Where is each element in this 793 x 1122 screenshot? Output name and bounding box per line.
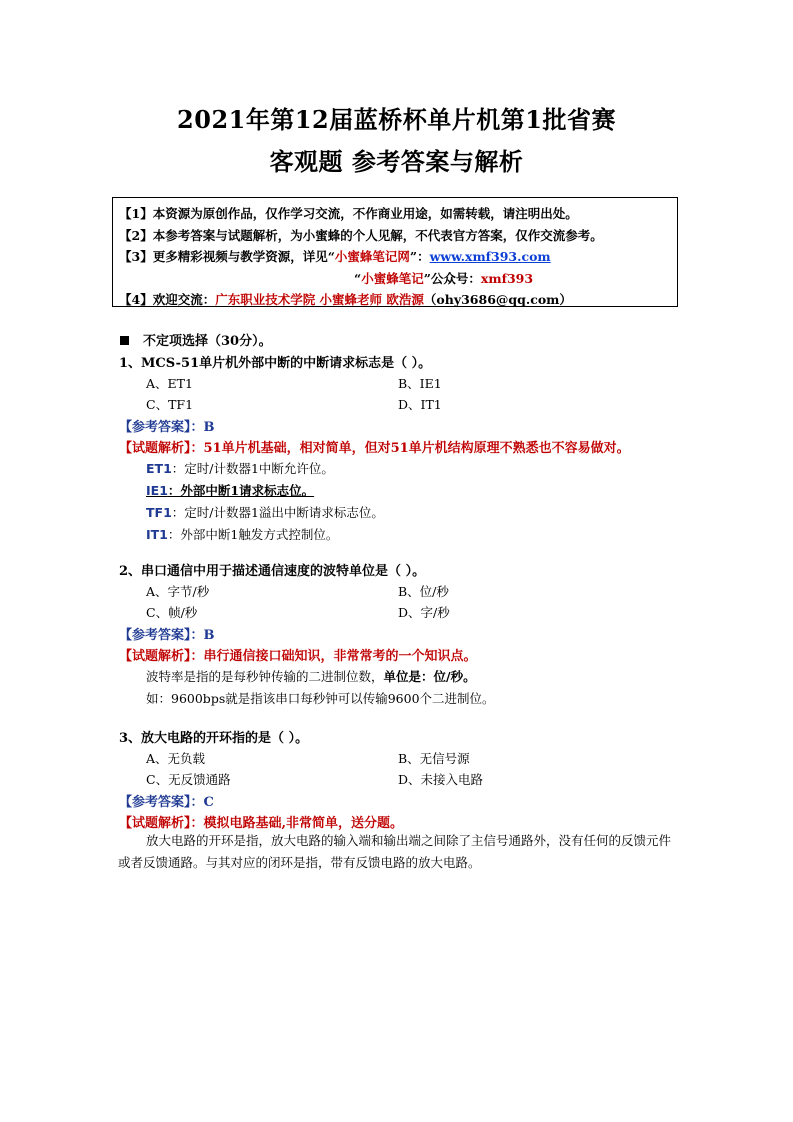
page-subtitle: 客观题 参考答案与解析 <box>269 147 524 176</box>
q1-answer: 【参考答案】：B <box>119 420 215 435</box>
wechat-label: ”公众号： <box>423 270 481 286</box>
notice-line-2: 【2】本参考答案与试题解析，为小蜜蜂的个人见解，不代表官方答案，仅作交流参考。 <box>119 227 603 243</box>
q1-explain-3-key: TF1 <box>146 505 172 520</box>
q1-explain-4-value: ：外部中断1触发方式控制位。 <box>167 527 339 542</box>
quote-open: “ <box>354 270 362 286</box>
q3-option-c: C、无反馈通路 <box>146 772 231 787</box>
q2-option-b: B、位/秒 <box>398 584 449 599</box>
q2-stem: 2、串口通信中用于描述通信速度的波特单位是（ ）。 <box>119 564 426 579</box>
notice-line-4 <box>119 268 677 290</box>
q2-explain-1-unit: 单位是：位/秒。 <box>383 669 476 684</box>
contact-email: （ohy3686@qq.com） <box>423 292 572 307</box>
q1-explain-2-value: ：外部中断1请求标志位。 <box>167 483 315 498</box>
contact-author: 广东职业技术学院 小蜜蜂老师 欧浩源 <box>215 292 424 307</box>
wechat-id: xmf393 <box>480 270 534 286</box>
q3-option-d: D、未接入电路 <box>398 772 484 787</box>
q1-explain-1-value: ：定时/计数器1中断允许位。 <box>171 461 334 476</box>
q1-explain-2-key: IE1 <box>146 483 168 498</box>
q2-option-c: C、帧/秒 <box>146 605 198 620</box>
square-bullet-icon <box>120 336 129 345</box>
notice-line-3-colon: ”： <box>409 249 430 264</box>
q1-explain-4-key: IT1 <box>146 527 168 542</box>
q3-answer: 【参考答案】：C <box>119 795 214 810</box>
q2-explain-1 <box>146 667 476 685</box>
website-link[interactable]: www.xmf393.com <box>429 249 551 264</box>
notice-box <box>112 197 678 307</box>
notice-line-1: 【1】本资源为原创作品，仅作学习交流，不作商业用途，如需转载，请注明出处。 <box>119 206 578 221</box>
q1-explain-1-key: ET1 <box>146 461 172 476</box>
q2-analysis: 【试题解析】：串行通信接口础知识，非常常考的一个知识点。 <box>119 649 477 664</box>
q1-explain-3 <box>146 503 384 521</box>
notice-line-3 <box>119 246 677 268</box>
q1-explain-1 <box>146 459 334 477</box>
q1-analysis: 【试题解析】：51单片机基础，相对简单，但对51单片机结构原理不熟悉也不容易做对。 <box>119 441 630 456</box>
contact-prefix: 【4】欢迎交流： <box>119 292 216 307</box>
q1-explain-4 <box>146 525 338 543</box>
notice-line-5 <box>119 289 677 311</box>
q2-option-d: D、字/秒 <box>398 605 450 620</box>
q1-option-d: D、IT1 <box>398 397 442 412</box>
section-heading <box>120 330 272 349</box>
q3-analysis: 【试题解析】：模拟电路基础,非常简单，送分题。 <box>119 816 404 831</box>
q1-option-c: C、TF1 <box>146 397 194 412</box>
q1-explain-3-value: ：定时/计数器1溢出中断请求标志位。 <box>171 505 384 520</box>
q3-option-a: A、无负载 <box>146 751 206 766</box>
q1-explain-2 <box>146 481 314 499</box>
q3-option-b: B、无信号源 <box>398 751 470 766</box>
q2-explain-1-text: 波特率是指的是每秒钟传输的二进制位数， <box>146 669 384 684</box>
notice-line-3-prefix: 【3】更多精彩视频与教学资源，详见“ <box>119 249 335 264</box>
q2-option-a: A、字节/秒 <box>146 584 210 599</box>
q2-answer: 【参考答案】：B <box>119 628 215 643</box>
page-title: 2021年第12届蓝桥杯单片机第1批省赛 <box>177 105 616 134</box>
q1-option-a: A、ET1 <box>146 376 193 391</box>
website-name: 小蜜蜂笔记网 <box>334 249 410 264</box>
section-heading-text: 不定项选择（30分）。 <box>143 334 272 349</box>
q1-stem: 1、MCS-51单片机外部中断的中断请求标志是（ ）。 <box>119 356 432 371</box>
wechat-name: 小蜜蜂笔记 <box>361 270 424 286</box>
q2-explain-2: 如：9600bps就是指该串口每秒钟可以传输9600个二进制位。 <box>146 691 495 706</box>
q3-stem: 3、放大电路的开环指的是（ ）。 <box>119 731 309 746</box>
q3-explain: 放大电路的开环是指，放大电路的输入端和输出端之间除了主信号通路外，没有任何的反馈元件或者反馈通路。与其对应的闭环是指，带有反馈电路的放大电路。 <box>118 833 672 870</box>
q1-option-b: B、IE1 <box>398 376 442 391</box>
